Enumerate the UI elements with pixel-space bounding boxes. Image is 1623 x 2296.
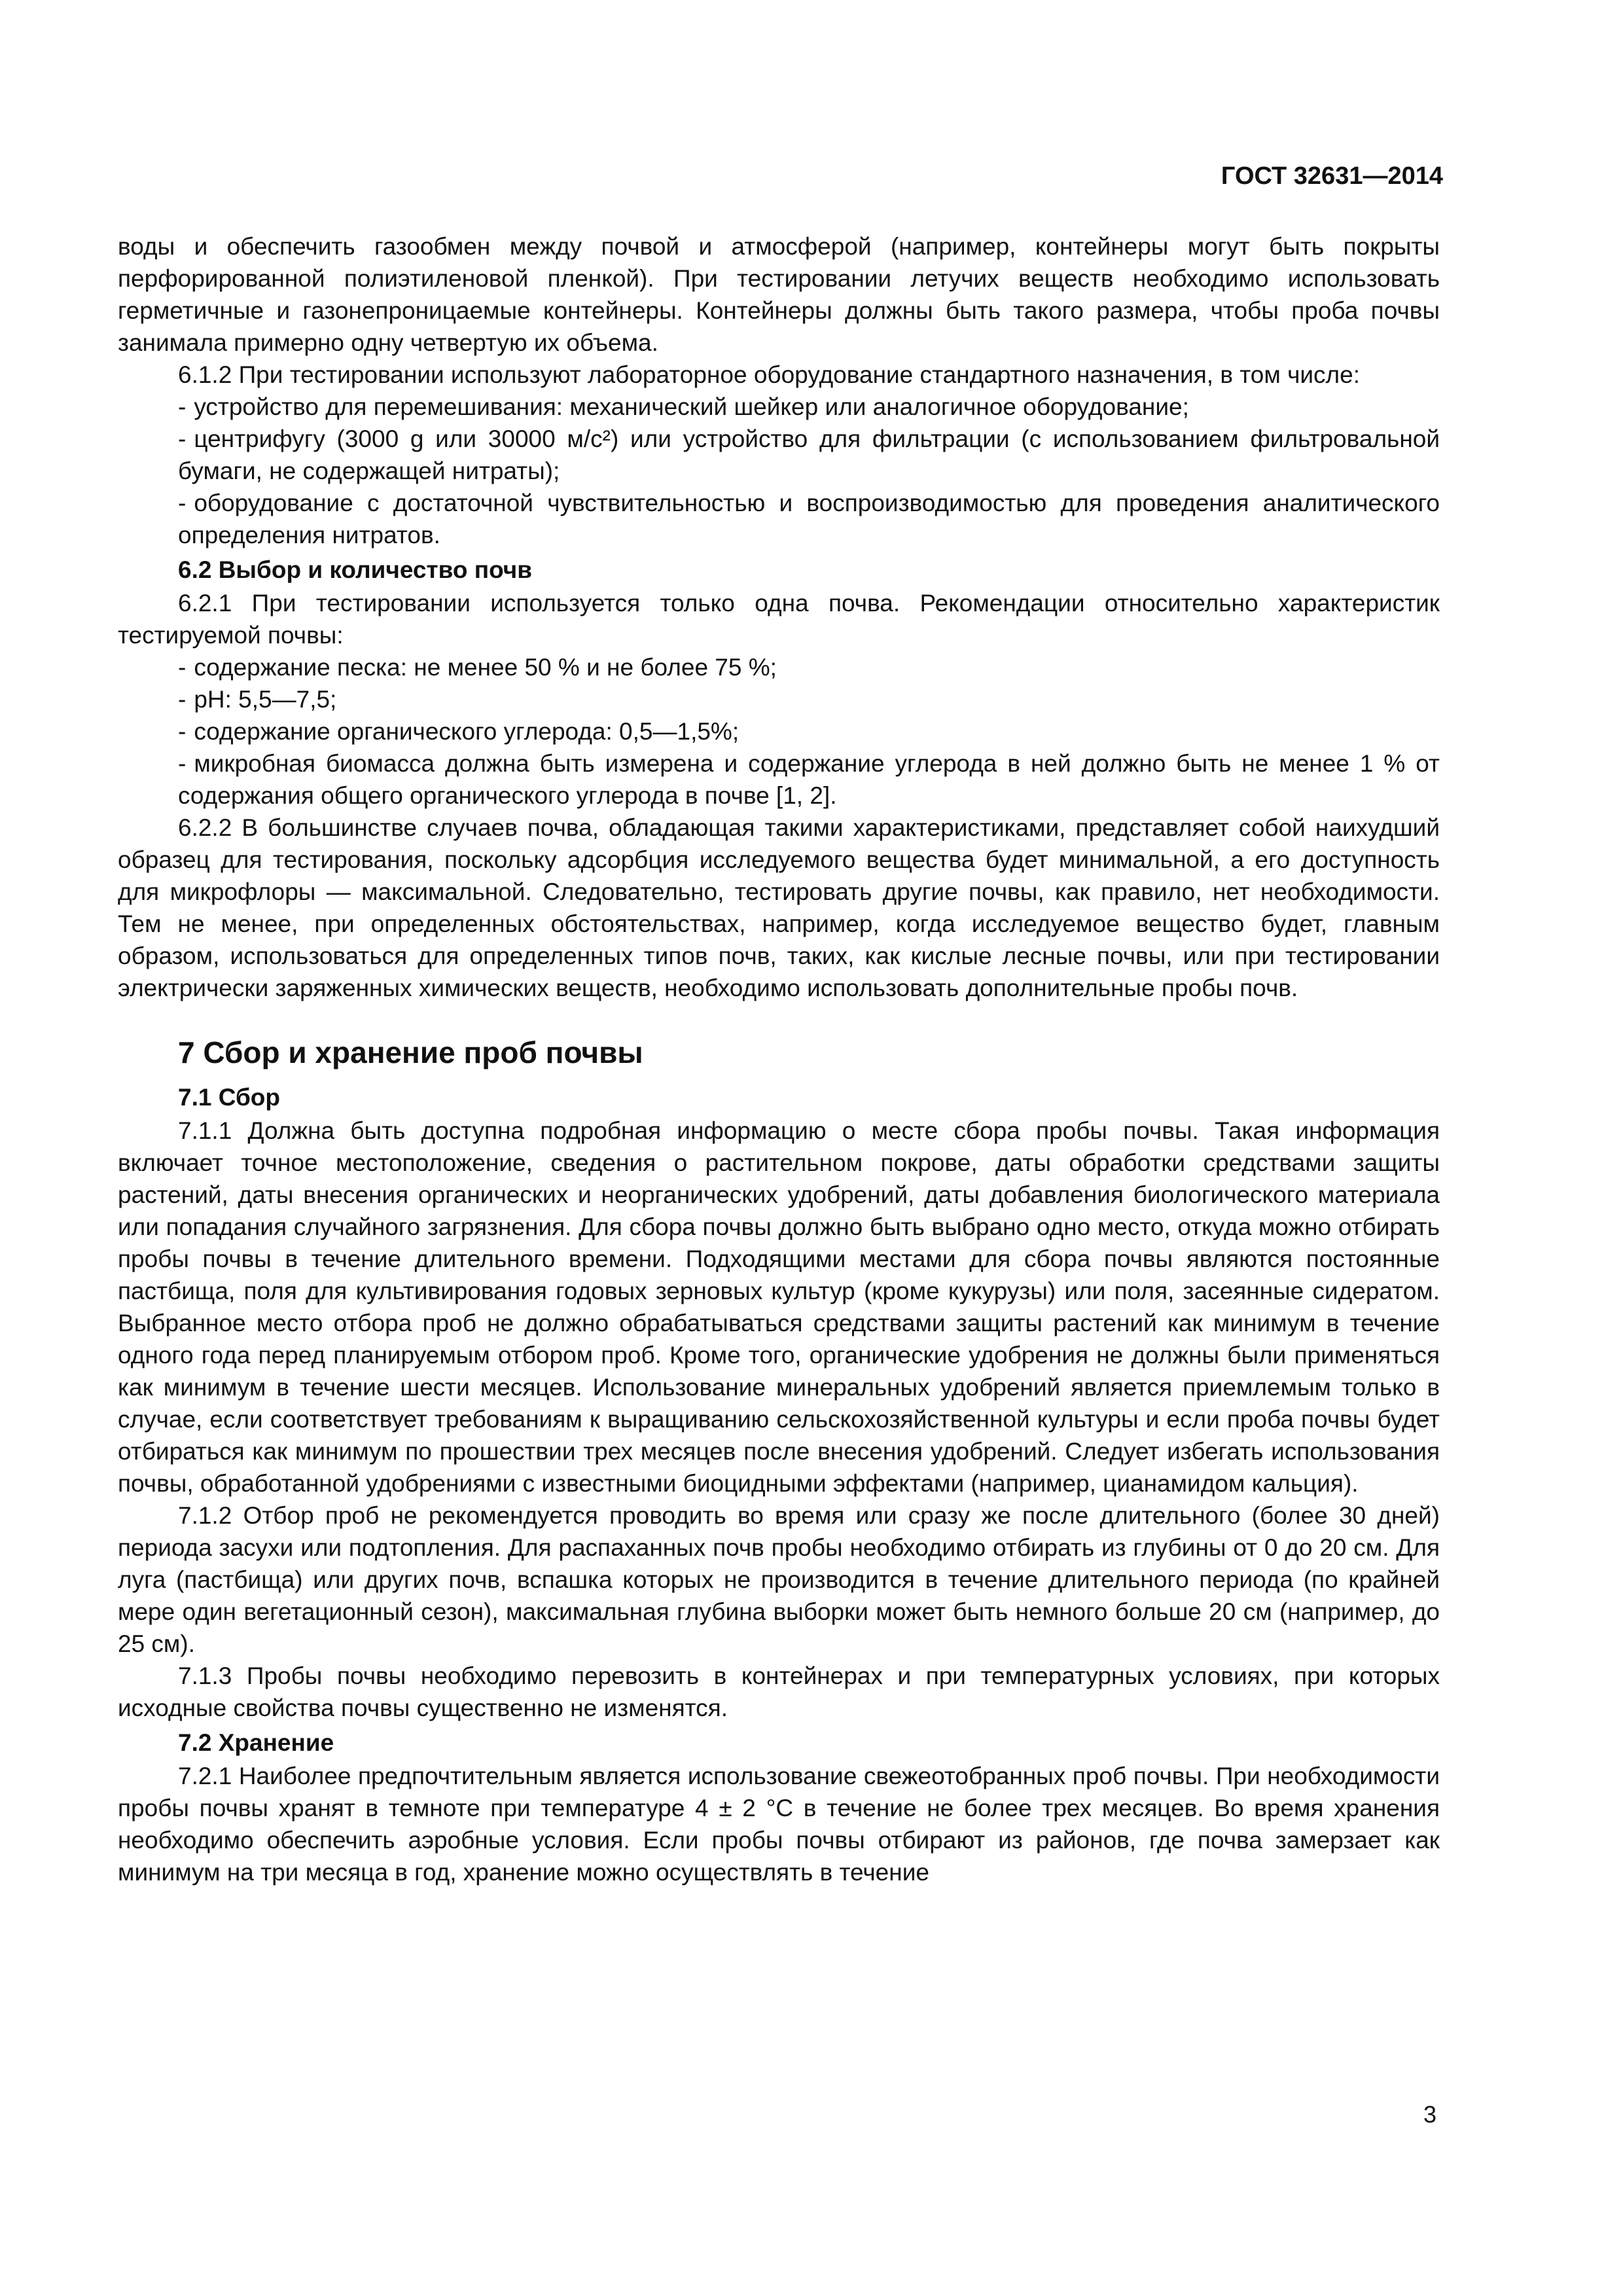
list-item [118, 747, 1440, 812]
list-item [118, 423, 1440, 487]
list-dash: - [178, 718, 187, 745]
list-dash: - [178, 654, 187, 681]
list-item [118, 651, 1440, 683]
list-item-text: центрифугу (3000 g или 30000 м/с²) или устройство для фильтрации (с использованием фильтровальной бумаги, не содержащей нитраты); [178, 425, 1440, 484]
list-item [118, 391, 1440, 423]
list-item-text: микробная биомасса должна быть измерена и содержание углерода в ней должно быть не менее 1 % от содержания общего органического углерода в почве [1, 2]. [178, 750, 1440, 809]
list-item-text: pH: 5,5—7,5; [194, 686, 337, 713]
subsection-heading-7-1: 7.1 Сбор [178, 1084, 281, 1111]
paragraph-6-2-1: 6.2.1 При тестировании используется только одна почва. Рекомендации относительно характеристик тестируемой почвы: [118, 590, 1440, 649]
paragraph-7-1-3: 7.1.3 Пробы почвы необходимо перевозить в контейнерах и при температурных условиях, при которых исходные свойства почвы существенно не изменятся. [118, 1662, 1440, 1721]
paragraph-7-1-1: 7.1.1 Должна быть доступна подробная информацию о месте сбора пробы почвы. Такая информация включает точное местоположение, сведения о растительном покрове, даты обработки средствами защиты растений, даты внесения органических и неорганических удобрений, даты добавления биологического материала или попадания случайного загрязнения. Для сбора почвы должно быть выбрано одно место, откуда можно отбирать пробы почвы в течение длительного времени. Подходящими местами для сбора почвы являются постоянные пастбища, поля для культивирования годовых зерновых культур (кроме кукурузы) или поля, засеянные сидератом. Выбранное место отбора проб не должно обрабатываться средствами защиты растений как минимум в течение одного года перед планируемым отбором проб. Кроме того, органические удобрения не должны были применяться как минимум в течение шести месяцев. Использование минеральных удобрений является приемлемым только в случае, если соответствует требованиям к выращиванию сельскохозяйственной культуры и если проба почвы будет отбираться как минимум по прошествии трех месяцев после внесения удобрений. Следует избегать использования почвы, обработанной удобрениями с известными биоцидными эффектами (например, цианамидом кальция). [118, 1117, 1440, 1497]
paragraph-continuation: воды и обеспечить газообмен между почвой и атмосферой (например, контейнеры могут быть покрыты перфорированной полиэтиленовой пленкой). При тестировании летучих веществ необходимо использовать герметичные и газонепроницаемые контейнеры. Контейнеры должны быть такого размера, чтобы проба почвы занимала примерно одну четвертую их объема. [118, 233, 1440, 356]
document-id: ГОСТ 32631—2014 [1221, 162, 1443, 190]
list-item-text: оборудование с достаточной чувствительностью и воспроизводимостью для проведения аналитического определения нитратов. [178, 490, 1440, 548]
section-heading-7: 7 Сбор и хранение проб почвы [178, 1035, 643, 1069]
list-dash: - [178, 686, 187, 713]
paragraph-6-2-2: 6.2.2 В большинстве случаев почва, обладающая такими характеристиками, представляет собой наихудший образец для тестирования, поскольку адсорбция исследуемого вещества будет минимальной, а его доступность для микрофлоры — максимальной. Следовательно, тестировать другие почвы, как правило, нет необходимости. Тем не менее, при определенных обстоятельствах, например, когда исследуемое вещество будет, главным образом, использоваться для определенных типов почв, таких, как кислые лесные почвы, или при тестировании электрически заряженных химических веществ, необходимо использовать дополнительные пробы почв. [118, 814, 1440, 1001]
paragraph-7-1-2: 7.1.2 Отбор проб не рекомендуется проводить во время или сразу же после длительного (более 30 дней) периода засухи или подтопления. Для распаханных почв пробы необходимо отбирать из глубины от 0 до 20 см. Для луга (пастбища) или других почв, вспашка которых не производится в течение длительного периода (по крайней мере один вегетационный сезон), максимальная глубина выборки может быть немного больше 20 см (например, до 25 см). [118, 1502, 1440, 1657]
list-dash: - [178, 393, 187, 420]
body-text [118, 230, 1440, 1888]
list-item [118, 715, 1440, 747]
page-number: 3 [1423, 2101, 1436, 2128]
list-item-text: устройство для перемешивания: механический шейкер или аналогичное оборудование; [194, 393, 1189, 420]
list-item-text: содержание органического углерода: 0,5—1,5%; [194, 718, 740, 745]
paragraph-6-1-2: 6.1.2 При тестировании используют лабораторное оборудование стандартного назначения, в том числе: [178, 361, 1360, 388]
list-dash: - [178, 425, 187, 452]
subsection-heading-7-2: 7.2 Хранение [178, 1729, 334, 1756]
subsection-heading-6-2: 6.2 Выбор и количество почв [178, 556, 533, 583]
paragraph-7-2-1: 7.2.1 Наиболее предпочтительным является использование свежеотобранных проб почвы. При необходимости пробы почвы хранят в темноте при температуре 4 ± 2 °С в течение не более трех месяцев. Во время хранения необходимо обеспечить аэробные условия. Если пробы почвы отбирают из районов, где почва замерзает как минимум на три месяца в год, хранение можно осуществлять в течение [118, 1763, 1440, 1886]
list-dash: - [178, 490, 187, 516]
list-item-text: содержание песка: не менее 50 % и не более 75 %; [194, 654, 777, 681]
list-item [118, 487, 1440, 551]
list-dash: - [178, 750, 187, 777]
list-item [118, 683, 1440, 715]
